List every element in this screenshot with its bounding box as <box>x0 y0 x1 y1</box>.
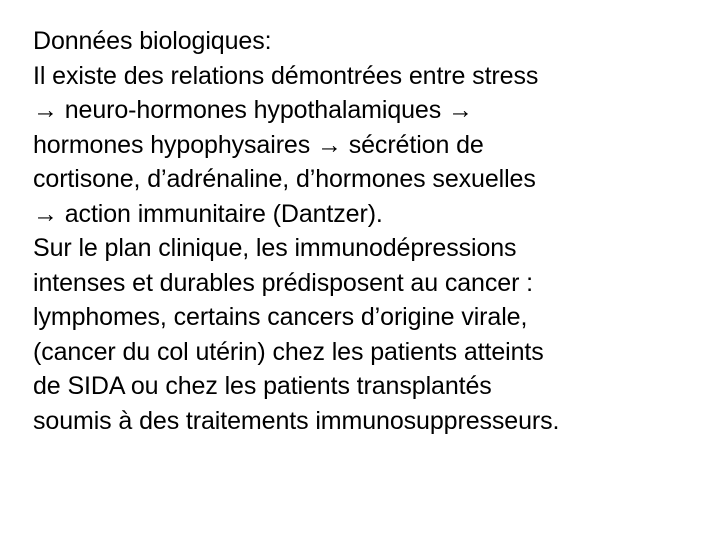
body-line: cortisone, d’adrénaline, d’hormones sexuelles <box>33 165 536 193</box>
body-line: lymphomes, certains cancers d’origine virale, <box>33 303 528 331</box>
body-line: → neuro-hormones hypothalamiques → <box>33 96 473 124</box>
body-line: Il existe des relations démontrées entre stress <box>33 61 539 90</box>
body-line: (cancer du col utérin) chez les patients atteints <box>33 337 544 366</box>
body-line: hormones hypophysaires → sécrétion de <box>33 130 484 159</box>
slide-body-text <box>33 24 717 438</box>
body-line: Sur le plan clinique, les immunodépressions <box>33 234 517 262</box>
body-line: soumis à des traitements immunosuppresseurs. <box>33 406 560 435</box>
body-line: intenses et durables prédisposent au cancer : <box>33 268 533 297</box>
body-line: → action immunitaire (Dantzer). <box>33 199 383 228</box>
heading-line: Données biologiques: <box>33 27 272 55</box>
body-line: de SIDA ou chez les patients transplantés <box>33 372 492 400</box>
